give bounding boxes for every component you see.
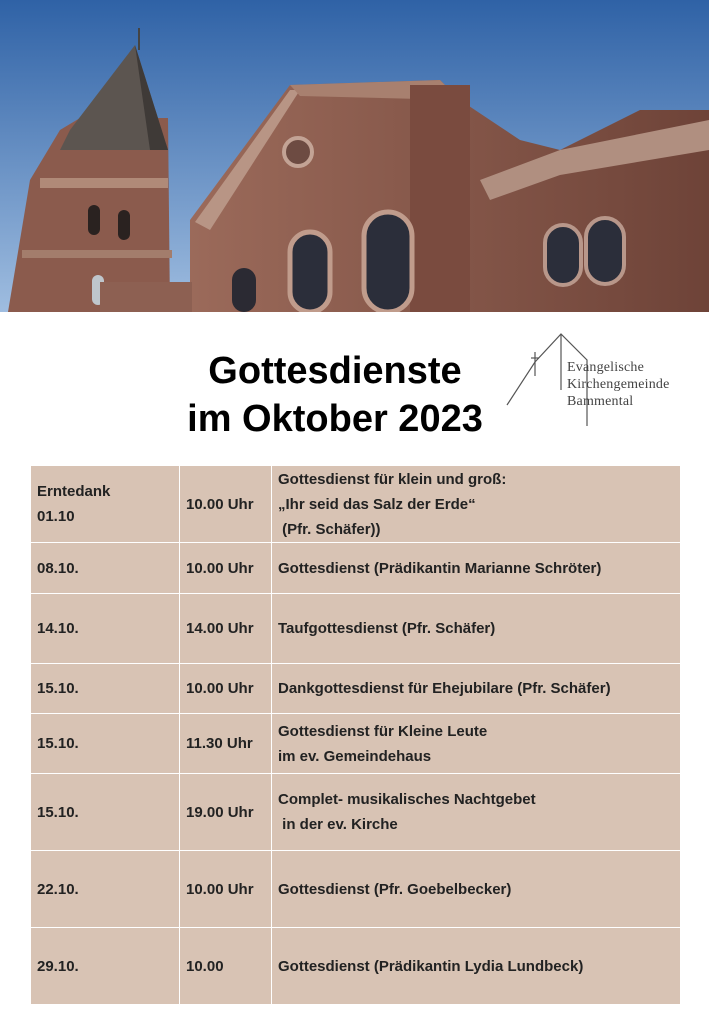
- title-line-2: im Oktober 2023: [187, 398, 483, 440]
- schedule-row: [31, 774, 681, 851]
- title-line-1: Gottesdienste: [208, 350, 462, 392]
- time-cell: 11.30 Uhr: [180, 714, 272, 774]
- description-cell: Gottesdienst (Pfr. Goebelbecker): [272, 851, 681, 928]
- description-line: Complet- musikalisches Nachtgebet: [278, 791, 536, 808]
- description-cell: Gottesdienst (Prädikantin Marianne Schröter): [272, 543, 681, 594]
- time-cell: 14.00 Uhr: [180, 594, 272, 664]
- description-line: in der ev. Kirche: [278, 816, 398, 833]
- time-cell: 10.00: [180, 928, 272, 1005]
- date-cell: [31, 466, 180, 543]
- description-line: „Ihr seid das Salz der Erde“: [278, 495, 476, 513]
- time-cell: 10.00 Uhr: [180, 851, 272, 928]
- description-cell: [272, 466, 681, 543]
- date-cell: 08.10.: [31, 543, 180, 594]
- page-title: [150, 347, 520, 443]
- description-line: (Pfr. Schäfer)): [278, 520, 381, 538]
- schedule-row: [31, 928, 681, 1005]
- description-cell: Dankgottesdienst für Ehejubilare (Pfr. Schäfer): [272, 664, 681, 714]
- date-line: 01.10: [37, 508, 75, 525]
- description-line: Gottesdienst für klein und groß:: [278, 470, 507, 488]
- description-cell: Taufgottesdienst (Pfr. Schäfer): [272, 594, 681, 664]
- logo-line-1: Evangelische: [567, 360, 645, 375]
- schedule-table: [30, 465, 681, 1005]
- schedule-row: [31, 851, 681, 928]
- schedule-row: [31, 664, 681, 714]
- schedule-row: [31, 594, 681, 664]
- date-cell: 15.10.: [31, 774, 180, 851]
- church-photo: [0, 0, 709, 312]
- date-cell: 14.10.: [31, 594, 180, 664]
- logo-line-2: Kirchengemeinde: [567, 377, 670, 392]
- time-cell: 10.00 Uhr: [180, 664, 272, 714]
- date-cell: 29.10.: [31, 928, 180, 1005]
- time-cell: 10.00 Uhr: [180, 466, 272, 543]
- description-line: im ev. Gemeindehaus: [278, 747, 432, 765]
- description-line: Gottesdienst für Kleine Leute: [278, 722, 488, 740]
- date-cell: 15.10.: [31, 664, 180, 714]
- description-cell: Gottesdienst (Prädikantin Lydia Lundbeck): [272, 928, 681, 1005]
- date-cell: 15.10.: [31, 714, 180, 774]
- schedule-row: [31, 543, 681, 594]
- time-cell: 19.00 Uhr: [180, 774, 272, 851]
- description-cell: [272, 714, 681, 774]
- parish-logo: [505, 330, 700, 430]
- schedule-row: [31, 714, 681, 774]
- time-cell: 10.00 Uhr: [180, 543, 272, 594]
- schedule-row: [31, 466, 681, 543]
- date-cell: 22.10.: [31, 851, 180, 928]
- date-line: Erntedank: [37, 483, 111, 500]
- logo-line-3: Bammental: [567, 394, 634, 409]
- description-cell: [272, 774, 681, 851]
